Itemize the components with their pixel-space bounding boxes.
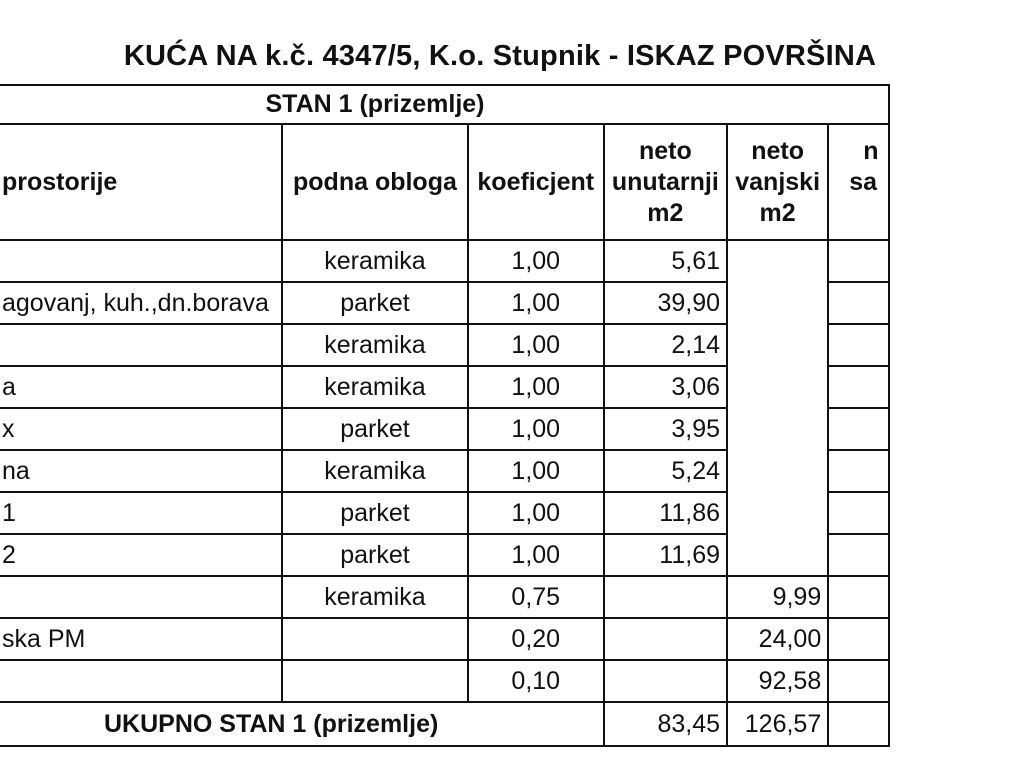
net-outer-area [727,366,828,408]
table-row [0,366,889,408]
floor-covering: keramika [282,450,468,492]
table-row [0,534,889,576]
coefficient: 0,75 [468,576,604,618]
extra-cell [828,408,889,450]
room-name [0,324,282,366]
floor-covering [282,618,468,660]
net-inner-area: 11,86 [604,492,727,534]
header-prostorije: prostorije [0,124,282,240]
header-neto-vanjski-line2: vanjski [735,167,821,196]
room-name [0,660,282,702]
header-neto-partial [828,124,889,240]
coefficient: 0,20 [468,618,604,660]
table-row [0,660,889,702]
coefficient: 1,00 [468,282,604,324]
room-name: 1 [0,492,282,534]
extra-cell [828,618,889,660]
header-neto-unutarnji [604,124,727,240]
extra-cell [828,450,889,492]
total-row [0,702,889,746]
net-outer-area: 92,58 [727,660,828,702]
coefficient: 1,00 [468,492,604,534]
header-neto-partial-line2: sa [849,167,878,196]
net-inner-area: 5,24 [604,450,727,492]
net-outer-area: 9,99 [727,576,828,618]
net-inner-area: 3,06 [604,366,727,408]
coefficient: 1,00 [468,534,604,576]
table-row [0,282,889,324]
floor-covering: keramika [282,240,468,282]
net-inner-area: 39,90 [604,282,727,324]
net-outer-area [727,492,828,534]
table-row [0,240,889,282]
net-inner-area: 2,14 [604,324,727,366]
area-table-sheet [0,84,1024,774]
header-podna-obloga: podna obloga [282,124,468,240]
total-extra [828,702,889,746]
coefficient: 1,00 [468,408,604,450]
header-neto-vanjski-line3: m2 [759,198,796,227]
header-neto-partial-line1: n [863,136,879,165]
coefficient: 1,00 [468,366,604,408]
header-neto-vanjski [727,124,828,240]
extra-cell [828,660,889,702]
room-name: agovanj, kuh.,dn.borava [0,282,282,324]
header-neto-unutarnji-line2: unutarnji [611,167,719,196]
extra-cell [828,366,889,408]
extra-cell [828,324,889,366]
net-outer-area [727,324,828,366]
room-name [0,576,282,618]
area-table [0,84,890,747]
section-title: STAN 1 (prizemlje) [0,85,889,124]
room-name: 2 [0,534,282,576]
coefficient: 1,00 [468,450,604,492]
table-row [0,492,889,534]
net-inner-area: 5,61 [604,240,727,282]
table-row [0,324,889,366]
extra-cell [828,240,889,282]
room-name: ska PM [0,618,282,660]
net-inner-area: 3,95 [604,408,727,450]
document-title: KUĆA NA k.č. 4347/5, K.o. Stupnik - ISKAZ POVRŠINA [123,40,877,72]
net-outer-area [727,408,828,450]
header-koeficijent: koeficjent [468,124,604,240]
floor-covering: parket [282,534,468,576]
header-neto-vanjski-line1: neto [751,136,805,165]
table-row [0,450,889,492]
floor-covering: keramika [282,324,468,366]
room-name [0,240,282,282]
net-outer-area [727,240,828,282]
total-inner: 83,45 [604,702,727,746]
floor-covering: parket [282,492,468,534]
section-row [0,85,889,124]
coefficient: 1,00 [468,240,604,282]
net-outer-area [727,450,828,492]
header-neto-unutarnji-line3: m2 [647,198,684,227]
header-neto-unutarnji-line1: neto [638,136,692,165]
extra-cell [828,576,889,618]
net-inner-area [604,660,727,702]
coefficient: 0,10 [468,660,604,702]
net-inner-area [604,618,727,660]
table-row [0,618,889,660]
room-name: na [0,450,282,492]
floor-covering [282,660,468,702]
room-name: x [0,408,282,450]
floor-covering: parket [282,408,468,450]
net-outer-area [727,534,828,576]
net-inner-area [604,576,727,618]
floor-covering: keramika [282,366,468,408]
total-outer: 126,57 [727,702,828,746]
coefficient: 1,00 [468,324,604,366]
net-outer-area: 24,00 [727,618,828,660]
net-inner-area: 11,69 [604,534,727,576]
extra-cell [828,282,889,324]
table-row [0,576,889,618]
total-label: UKUPNO STAN 1 (prizemlje) [0,702,604,746]
room-name: a [0,366,282,408]
header-row [0,124,889,240]
table-row [0,408,889,450]
net-outer-area [727,282,828,324]
floor-covering: keramika [282,576,468,618]
extra-cell [828,492,889,534]
extra-cell [828,534,889,576]
floor-covering: parket [282,282,468,324]
